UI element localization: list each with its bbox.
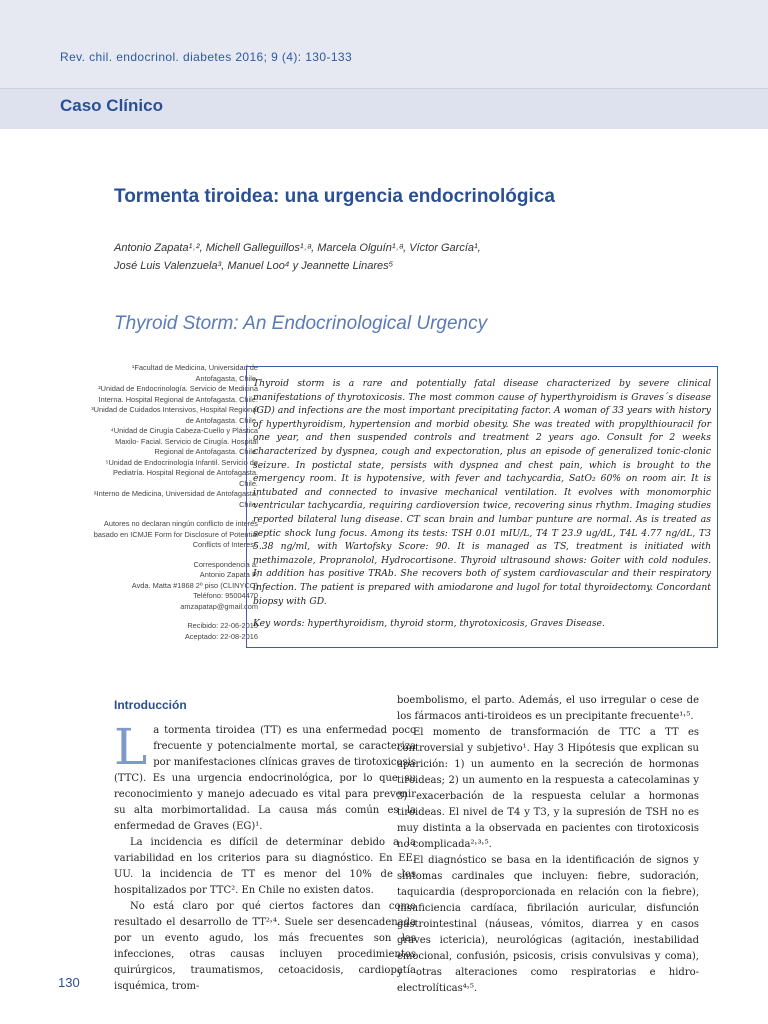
body-column-left: [114, 697, 416, 995]
drop-cap: L: [114, 718, 148, 776]
abstract-text: Thyroid storm is a rare and potentially fatal disease characterized by severe clinical manifestations of thyrotoxicosis. The most common cause of hyperthyroidism is Graves´s disease (GD) and infections are the most important precipitating factor. A woman of 33 years with history of hyperthyroidism, hypertension and morbid obesity. She was treated with propylthiouracil for one year, and then suspended controls and treatment 2 years ago. Consult for 2 weeks characterized by dyspnea, cough and expectoration, plus an episode of generalized tonic-clonic seizure. In postictal state, persists with dyspnea and chest pain, which is brought to the emergency room. It is hypotensive, with fever and tachycardia, SatO₂ 60% on room air. It is intubated and connected to invasive mechanical ventilation. It evolves with monomorphic ventricular tachycardia, requiring cardioversion twice, recovering sinus rhythm. Imaging studies reported bilateral lung disease. CT scan brain and lumbar punture are normal. As is treated as septic shock lung focus. Among its tests: TSH 0.01 mIU/L, T4 T 23.9 ug/dL, T4L 4.77 ng/dL, T3 5.38 ng/ml, with Wartofsky Score: 90. It is managed as TS, treatment is initiated with methimazole, Propranolol, Hydrocortisone. Thyroid ultrasound shows: Goiter with cold nodules. In addition has positive TRAb. She recovers both of system cardiovascular and their respiratory infection. The patient is prepared with amiodarone and lugol for total thyroidectomy. Concordant biopsy with GD.: [253, 378, 711, 607]
affiliation-line: Maxilo- Facial. Servicio de Cirugía. Hospital: [115, 436, 258, 446]
article-title-english: Thyroid Storm: An Endocrinological Urgency: [114, 313, 488, 334]
correspondence-line: Teléfono: 95004470: [193, 591, 258, 600]
page-number: 130: [58, 975, 80, 990]
intro-paragraph-1-text: a tormenta tiroidea (TT) es una enfermedad poco frecuente y potencialmente mortal, se caracteriza por manifestaciones clínicas graves de tirotoxicosis (TTC). Es una urgencia endocrinológica, por lo que su reconocimiento y manejo adecuado es vital para prevenir su alta morbimortalidad. La causa más común es la enfermedad de Graves (EG)¹.: [114, 725, 416, 832]
received-date: Recibido: 22-06-2015: [187, 621, 258, 630]
intro-paragraph-2: La incidencia es difícil de determinar debido a la variabilidad en los criterios para su diagnóstico. En EE. UU. la incidencia de TT es menor del 10% de los hospitalizados por TTC². En Chile no existen datos.: [114, 837, 416, 896]
author-line-1: Antonio Zapata¹˒², Michell Galleguillos¹˒ᵃ, Marcela Olguín¹˒ᵃ, Víctor García¹,: [114, 242, 481, 254]
journal-header-bar: [0, 0, 768, 88]
introduction-heading: Introducción: [114, 698, 187, 712]
affiliation-line: ᵃInterno de Medicina, Universidad de Antofagasta,: [93, 489, 258, 498]
right-paragraph-3: El diagnóstico se basa en la identificación de signos y síntomas cardinales que incluyen: fiebre, sudoración, taquicardia (desproporcionada en relación con la fiebre), insuficiencia cardíaca, fibrilación auricular, disfunción gastrointestinal (náuseas, vómitos, diarrea y en casos graves ictericia), neurológicas (agitación, inestabilidad emocional, confusión, psicosis, crisis convulsivas y coma), y otras alteraciones como respiratorias e hidro-electrolíticas⁴˒⁵.: [397, 855, 699, 994]
affiliations-column: [50, 363, 258, 651]
conflict-of-interest-note: [50, 519, 258, 551]
affiliation-line: Pediatría. Hospital Regional de Antofagasta.: [112, 468, 258, 477]
affiliation-line: ³Unidad de Cuidados Intensivos, Hospital Regional: [91, 405, 258, 414]
conflict-line: Autores no declaran ningún conflicto de interés: [103, 519, 258, 528]
article-title-spanish: Tormenta tiroidea: una urgencia endocrinológica: [114, 186, 555, 207]
accepted-date: Aceptado: 22-08-2016: [184, 631, 258, 641]
correspondence: [50, 560, 258, 613]
affiliation-line: Chile.: [239, 478, 258, 488]
affiliation-line: de Antofagasta. Chile.: [185, 415, 258, 425]
intro-paragraph-3: No está claro por qué ciertos factores dan como resultado el desarrollo de TT²˒⁴. Suele ser desencadenada por un evento agudo, los más frecuentes son las infecciones, otras causas incluyen procedimientos quirúrgicos, traumatismos, cetoacidosis, cardiopatía isquémica, trom-: [114, 901, 416, 992]
conflict-line: Conflicts of Interest.: [192, 540, 258, 549]
affiliation-line: ⁴Unidad de Cirugía Cabeza-Cuello y Plástica: [110, 426, 258, 435]
section-label: Caso Clínico: [60, 96, 163, 115]
author-list: [114, 239, 634, 275]
affiliation-line: Regional de Antofagasta. Chile.: [154, 447, 258, 456]
journal-reference: Rev. chil. endocrinol. diabetes 2016; 9 (4): 130-133: [60, 50, 353, 64]
affiliation-line: Interna. Hospital Regional de Antofagasta. Chile.: [98, 394, 258, 404]
intro-paragraph-1: [114, 718, 416, 835]
affiliation-line: Chile.: [239, 499, 258, 509]
affiliation-line: ²Unidad de Endocrinología. Servicio de Medicina: [98, 384, 258, 393]
correspondence-line: Antonio Zapata P.: [199, 570, 258, 579]
correspondence-line: Correspondencia a:: [193, 559, 258, 569]
affiliation-line: ¹Facultad de Medicina, Universidad de: [131, 363, 258, 372]
abstract-box: [246, 366, 718, 648]
correspondence-line: Avda. Matta #1868 2º piso (CLINYCO): [131, 580, 258, 590]
right-paragraph-1: boembolismo, el parto. Además, el uso irregular o cese de los fármacos anti-tiroideos es un precipitante frecuente¹˒⁵.: [397, 695, 699, 722]
affiliation-line: ⁵Unidad de Endocrinología Infantil. Servicio de: [105, 457, 258, 467]
body-column-right: [397, 693, 699, 997]
keywords: Key words: hyperthyroidism, thyroid storm, thyrotoxicosis, Graves Disease.: [253, 618, 605, 630]
article-dates: [50, 621, 258, 642]
correspondence-email: amzapatap@gmail.com: [180, 601, 258, 611]
right-paragraph-2: El momento de transformación de TTC a TT es controversial y subjetivo¹. Hay 3 Hipótesis que explican su aparición: 1) un aumento en la secreción de hormonas tiroideas; 2) un aumento en la respuesta a catecolaminas y 3) exacerbación de la respuesta celular a hormonas tiroideas. El nivel de T4 y T3, y la supresión de TSH no es muy distinta a la observada en pacientes con tirotoxicosis no complicada²˒³˒⁵.: [397, 727, 699, 850]
affiliations: [50, 363, 258, 510]
affiliation-line: Antofagasta, Chile.: [195, 373, 258, 383]
conflict-line: basado en ICMJE Form for Disclosure of Potential: [93, 529, 258, 539]
author-line-2: José Luis Valenzuela³, Manuel Loo⁴ y Jeannette Linares⁵: [114, 260, 394, 272]
